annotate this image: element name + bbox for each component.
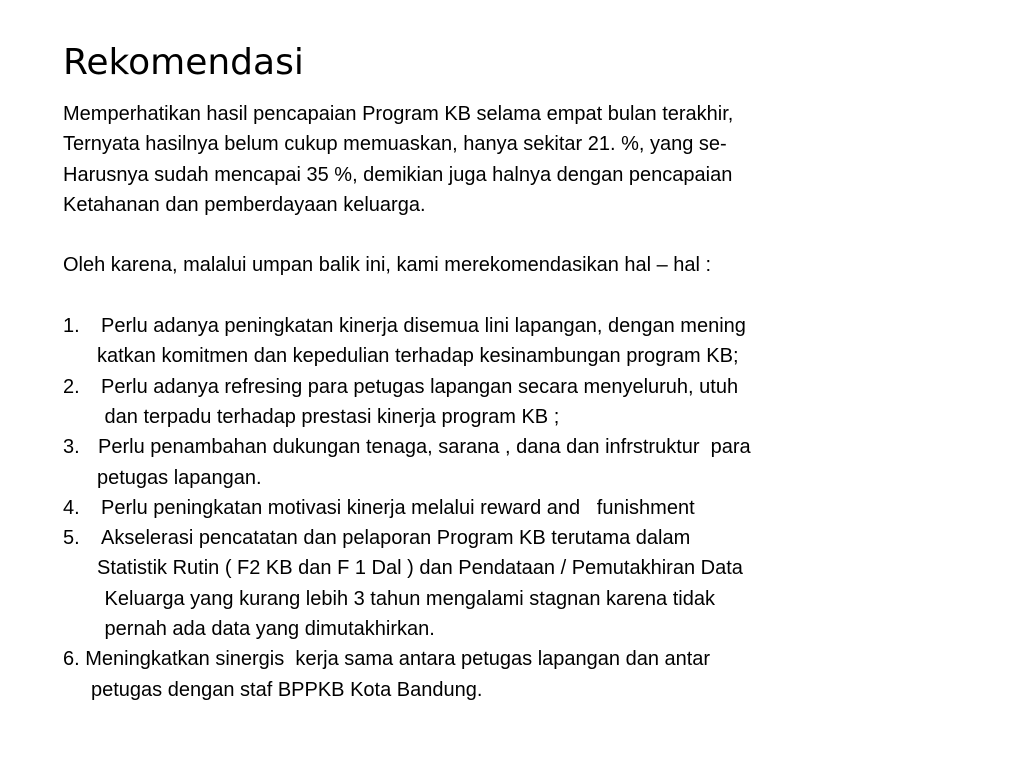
list-item xyxy=(63,493,1013,523)
list-item-number: 6. xyxy=(63,648,80,671)
list-item-text: katkan komitmen dan kepedulian terhadap kesinambungan program KB; xyxy=(97,345,739,368)
list-item-text: Statistik Rutin ( F2 KB dan F 1 Dal ) dan Pendataan / Pemutakhiran Data xyxy=(97,557,743,580)
list-item-text: Perlu peningkatan motivasi kinerja melalui reward and funishment xyxy=(101,496,695,519)
list-item-text: Meningkatkan sinergis kerja sama antara petugas lapangan dan antar xyxy=(85,648,711,671)
list-item xyxy=(63,644,1013,705)
list-item xyxy=(63,523,1013,644)
list-item-text: dan terpadu terhadap prestasi kinerja program KB ; xyxy=(99,405,560,428)
lead-in-text: Oleh karena, malalui umpan balik ini, kami merekomendasikan hal – hal : xyxy=(63,254,712,277)
list-item-number: 5. xyxy=(63,527,80,550)
paragraph-gap xyxy=(63,281,1013,311)
list-item-number: 1. xyxy=(63,315,80,338)
list-item-text: petugas dengan staf BPPKB Kota Bandung. xyxy=(91,678,483,701)
list-item-number: 3. xyxy=(63,436,80,459)
intro-line: Harusnya sudah mencapai 35 %, demikian juga halnya dengan pencapaian xyxy=(63,163,733,186)
list-item-number: 2. xyxy=(63,375,80,398)
list-item xyxy=(63,372,1013,433)
list-item-text: Perlu penambahan dukungan tenaga, sarana , dana dan infrstruktur para xyxy=(98,436,751,459)
slide-title: Rekomendasi xyxy=(63,42,304,83)
list-item-text: petugas lapangan. xyxy=(97,466,262,489)
intro-line: Ternyata hasilnya belum cukup memuaskan, hanya sekitar 21. %, yang se- xyxy=(63,133,727,156)
list-item-number: 4. xyxy=(63,496,80,519)
recommendation-list xyxy=(63,311,1013,705)
paragraph-gap xyxy=(63,220,1013,250)
list-item-text: Keluarga yang kurang lebih 3 tahun mengalami stagnan karena tidak xyxy=(99,587,715,610)
intro-line: Memperhatikan hasil pencapaian Program KB selama empat bulan terakhir, xyxy=(63,103,734,125)
list-item-text: Perlu adanya refresing para petugas lapangan secara menyeluruh, utuh xyxy=(101,375,739,398)
list-item xyxy=(63,432,1013,493)
slide-body xyxy=(63,99,1013,705)
list-item-text: pernah ada data yang dimutakhirkan. xyxy=(99,618,435,641)
intro-line: Ketahanan dan pemberdayaan keluarga. xyxy=(63,193,426,216)
list-item xyxy=(63,311,1013,372)
list-item-text: Perlu adanya peningkatan kinerja disemua lini lapangan, dengan mening xyxy=(101,315,746,338)
list-item-text: Akselerasi pencatatan dan pelaporan Program KB terutama dalam xyxy=(101,527,691,550)
